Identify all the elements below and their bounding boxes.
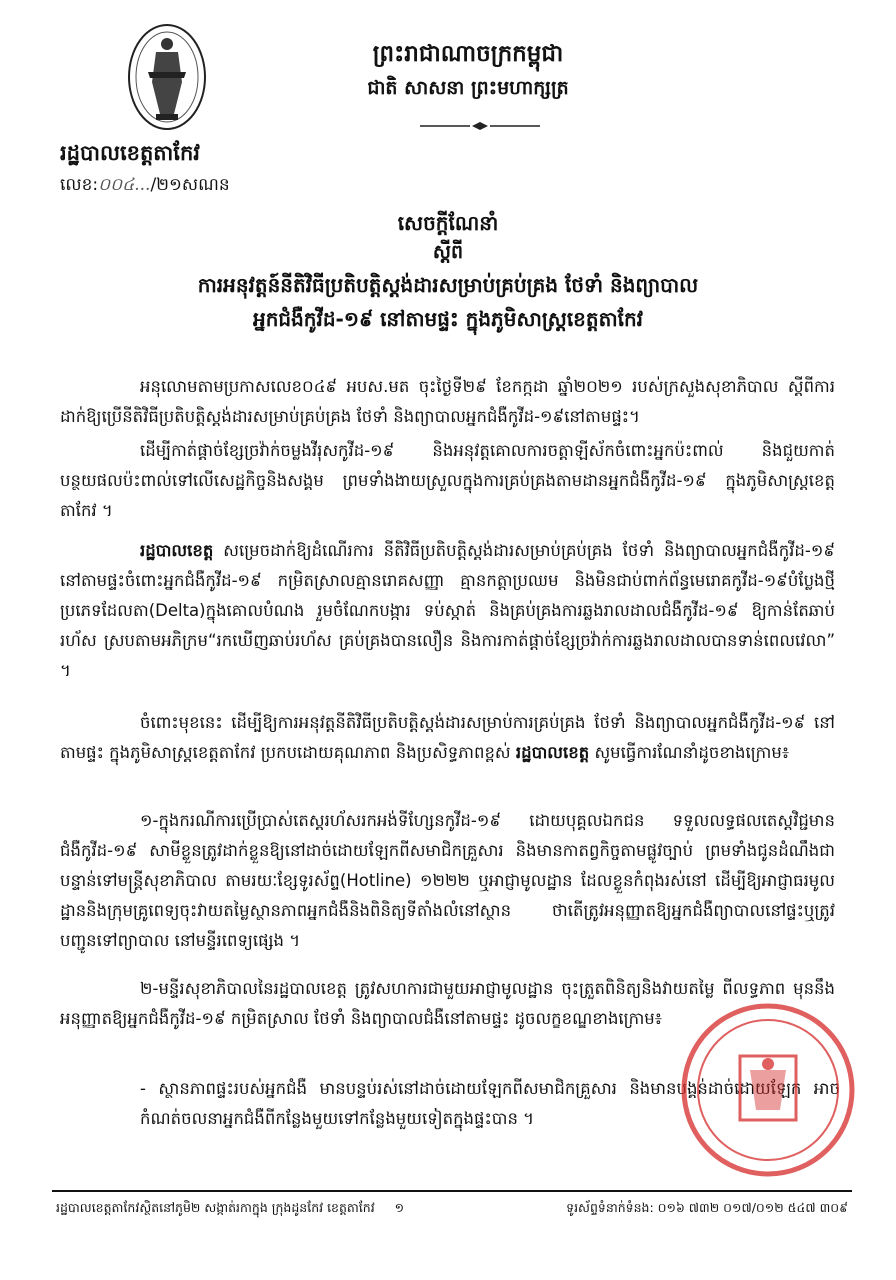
decision-authority: រដ្ឋបាលខេត្ត [140,541,214,560]
issuing-authority: រដ្ឋបាលខេត្តតាកែវ [60,141,200,165]
instruction-authority: រដ្ឋបាលខេត្ត [515,743,590,762]
reference-number [60,174,230,199]
paragraph-reference: អនុលោមតាមប្រកាសលេខ០៤៩ អបស.មត ចុះថ្ងៃទី២៩ ខែកក្កដា ឆ្នាំ២០២១ របស់ក្រសួងសុខាភិបាល ស្តីពីការដាក់ឱ្យប្រើនីតិវិធីប្រតិបត្តិស្តង់ដារសម្រាប់គ្រប់គ្រង ថែទាំ និងព្យាបាលអ្នកជំងឺកូវីដ-១៩នៅតាមផ្ទះ។ [60,377,835,426]
paragraph-decision [60,536,835,686]
subject-label: ស្តីពី [432,241,464,263]
decision-text: សម្រេចដាក់ឱ្យដំណើរការ នីតិវិធីប្រតិបត្តិស្តង់ដារសម្រាប់គ្រប់គ្រង ថែទាំ និងព្យាបាលអ្នកជំងឺកូវីដ-១៩ នៅតាមផ្ទះចំពោះអ្នកជំងឺកូវីដ-១៩ កម្រិតស្រាលគ្មានរោគសញ្ញា គ្មានកត្តាប្រឈម និងមិនជាប់ពាក់ព័ន្ធមេរោគកូវីដ-១៩បំប្លែងថ្មី ប្រភេទដែលតា(Delta)ក្នុងគោលបំណង រួមចំណែកបង្ការ ទប់ស្កាត់ និងគ្រប់គ្រងការឆ្លងរាលដាលជំងឺកូវីដ-១៩ ឱ្យកាន់តែឆាប់រហ័ស ស្របតាមអភិក្រម“រកឃើញឆាប់រហ័ស គ្រប់គ្រងបានលឿន និងការកាត់ផ្តាច់ខ្សែច្រវ៉ាក់ការឆ្លងរាលដាលបានទាន់ពេលវេលា” ។ [60,541,835,680]
ornament-divider [420,116,540,126]
paragraph-item-1: ១-ក្នុងករណីការប្រើប្រាស់តេស្តរហ័សរកអង់ទីហ្សែនកូវីដ-១៩ ដោយបុគ្គលឯកជន ទទួលលទ្ធផលតេស្តវិជ្ជមានជំងឺកូវីដ-១៩ សាមីខ្លួនត្រូវដាក់ខ្លួនឱ្យនៅដាច់ដោយឡែកពីសមាជិកគ្រួសារ និងមានកាតព្វកិច្ចតាមផ្លូវច្បាប់ ព្រមទាំងជូនដំណឹងជាបន្ទាន់ទៅមន្ត្រីសុខាភិបាល តាមរយៈខ្សែទូរស័ព្ទ(Hotline) ១២២២ ឬអាជ្ញាមូលដ្ឋាន ដែលខ្លួនកំពុងរស់នៅ ដើម្បីឱ្យអាជ្ញាធរមូលដ្ឋាននិងក្រុមគ្រូពេទ្យចុះវាយតម្លៃស្ថានភាពអ្នកជំងឺនិងពិនិត្យទីតាំងលំនៅស្ថាន ថាតើត្រូវអនុញ្ញាតឱ្យអ្នកជំងឺព្យាបាលនៅផ្ទះឬត្រូវបញ្ជូនទៅព្យាបាល នៅមន្ទីរពេទ្យផ្សេង ។ [60,811,835,950]
subject-line-2: អ្នកជំងឺកូវីដ-១៩ នៅតាមផ្ទះ ក្នុងភូមិសាស្ត្រខេត្តតាកែវ [253,307,643,331]
kingdom-heading: ព្រះរាជាណាចក្រកម្ពុជា [372,41,564,67]
ref-prefix: លេខ: [60,175,99,195]
instruction-intro-text: ចំពោះមុខនេះ ដើម្បីឱ្យការអនុវត្តនីតិវិធីប្រតិបត្តិស្តង់ដារសម្រាប់ការគ្រប់គ្រង ថែទាំ និងព្យាបាលអ្នកជំងឺកូវីដ-១៩ នៅតាមផ្ទះ ក្នុងភូមិសាស្ត្រខេត្តតាកែវ ប្រកបដោយគុណភាព និងប្រសិទ្ធភាពខ្ពស់ [60,713,835,762]
official-red-stamp [668,1000,868,1180]
page-number: ១ [394,1200,405,1215]
ref-number-handwritten: ០០៤... [98,175,151,195]
paragraph-condition-bullet: - ស្ថានភាពផ្ទះរបស់អ្នកជំងឺ មានបន្ទប់រស់នៅដាច់ដោយឡែកពីសមាជិកគ្រួសារ និងមានបង្គន់ដាច់ដោយឡែក អាចកំណត់ចលនាអ្នកជំងឺពីកន្លែងមួយទៅកន្លែងមួយទៀតក្នុងផ្ទះបាន ។ [140,1079,840,1128]
footer-address [56,1200,404,1219]
paragraph-instruction-intro [60,708,835,768]
instruction-intro-end: សូមធ្វើការណែនាំដូចខាងក្រោម៖ [589,743,790,762]
ref-suffix: /២១សណន [150,175,230,195]
paragraph-item-2: ២-មន្ទីរសុខាភិបាលនៃរដ្ឋបាលខេត្ត ត្រូវសហការជាមួយអាជ្ញាមូលដ្ឋាន ចុះត្រួតពិនិត្យនិងវាយតម្លៃ ពីលទ្ធភាព មុននឹងអនុញ្ញាតឱ្យអ្នកជំងឺកូវីដ-១៩ កម្រិតស្រាល ថែទាំ និងព្យាបាលជំងឺនៅតាមផ្ទះ ដូចលក្ខខណ្ឌខាងក្រោម៖ [60,979,835,1028]
paragraph-purpose: ដើម្បីកាត់ផ្តាច់ខ្សែច្រវ៉ាក់ចម្លងវីរុសកូវីដ-១៩ និងអនុវត្តគោលការចត្តាឡីស័កចំពោះអ្នកប៉ះពាល់ និងជួយកាត់បន្ថយផលប៉ះពាល់ទៅលើសេដ្ឋកិច្ចនិងសង្គម ព្រមទាំងងាយស្រួលក្នុងការគ្រប់គ្រងតាមដានអ្នកជំងឺកូវីដ-១៩ ក្នុងភូមិសាស្ត្រខេត្តតាកែវ ។ [60,441,835,520]
footer-divider [52,1190,852,1192]
subject-line-1: ការអនុវត្តន៍នីតិវិធីប្រតិបត្តិស្តង់ដារសម្រាប់គ្រប់គ្រង ថែទាំ និងព្យាបាល [197,273,699,297]
footer-phone: ទូរស័ព្ទទំនាក់ទំនង: ០១៦ ៧៣២ ០១៧/០១២ ៥៤៧ ៣០៩ [566,1200,848,1215]
document-type-title: សេចក្តីណែនាំ [397,211,499,235]
national-motto: ជាតិ សាសនា ព្រះមហាក្សត្រ [367,77,569,99]
footer-address-text: រដ្ឋបាលខេត្តតាកែវស្ថិតនៅភូមិ២ សង្កាត់រកាក្នុង ក្រុងដូនកែវ ខេត្តតាកែវ [56,1200,375,1215]
